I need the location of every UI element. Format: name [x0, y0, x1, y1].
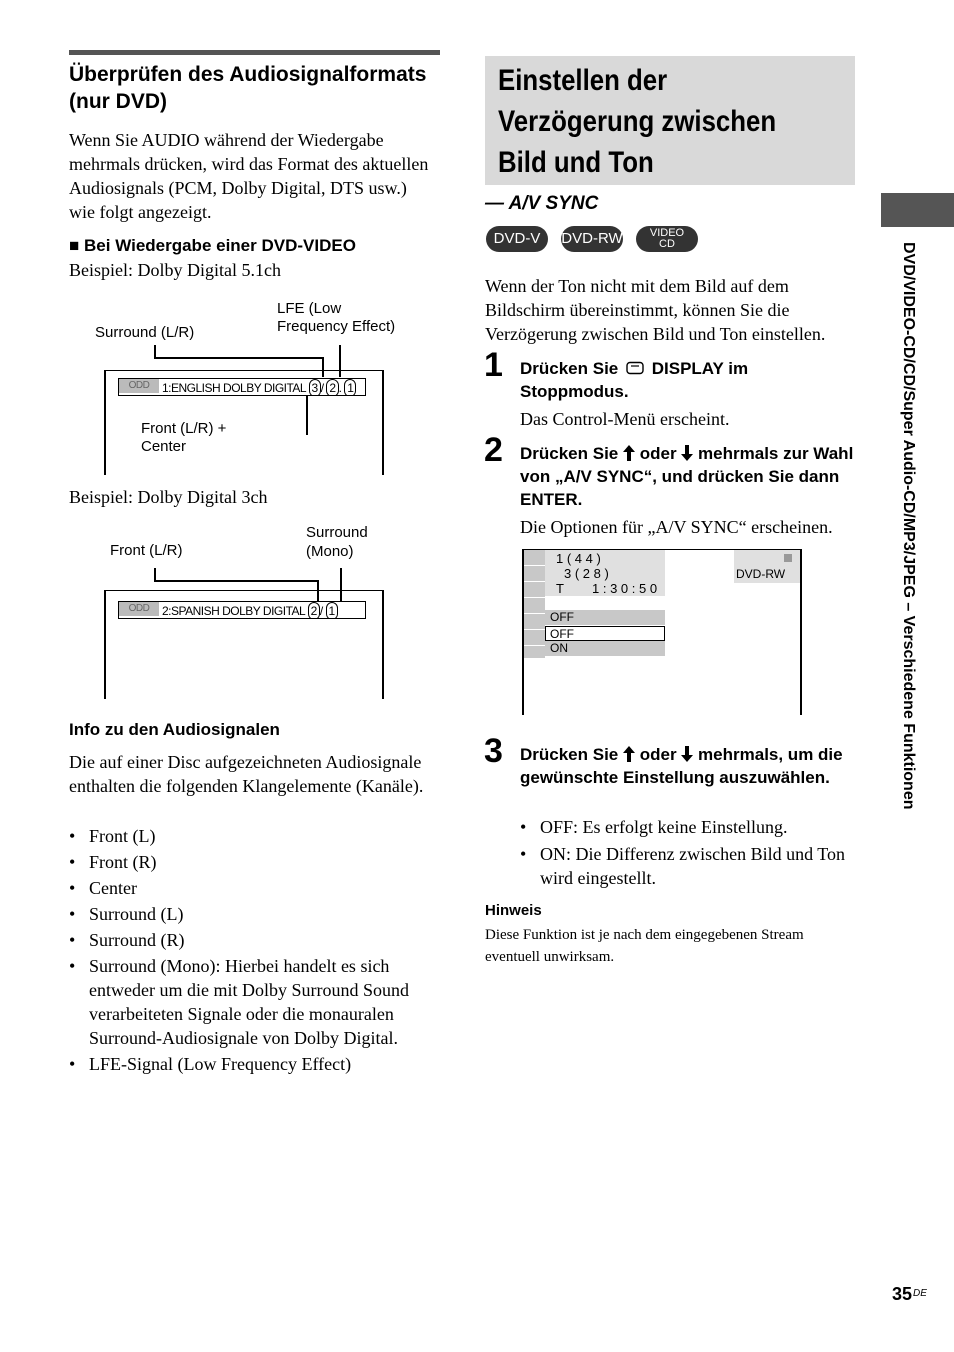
channel-surround: 2: [326, 379, 338, 396]
list-item: • Front (R): [69, 850, 439, 874]
info-heading: Info zu den Audiosignalen: [69, 720, 280, 739]
badge-line: VIDEO: [649, 227, 685, 239]
label-lfe-line1: LFE (Low: [277, 300, 342, 317]
channel-front: 2: [308, 602, 320, 619]
leader-line: [306, 395, 308, 435]
channel-list: [69, 824, 439, 1076]
subtitle: — A/V SYNC: [485, 193, 599, 214]
badge-video-cd: [636, 226, 698, 252]
step-text: mehrmals zur Wahl von „A/V SYNC“, und drücken Sie dann ENTER.: [520, 444, 854, 509]
diagram-3ch: [69, 520, 449, 705]
list-item: • ON: Die Differenz zwischen Bild und Ton wird eingestellt.: [520, 842, 850, 890]
separator: .: [338, 381, 342, 395]
page-title: [498, 60, 808, 183]
separator: /: [320, 381, 324, 395]
screen-border: [800, 549, 802, 715]
step-number: 3: [484, 732, 503, 770]
chapter-sidebar-text: DVD/VIDEO-CD/CD/Super Audio-CD/MP3/JPEG – Verschiedene Funktionen: [900, 242, 917, 810]
step-1-instruction: [520, 357, 855, 403]
step-text: mehrmals, um die gewünschte Einstellung auszuwählen.: [520, 745, 843, 787]
info-paragraph: Die auf einer Disc aufgezeichneten Audiosignale enthalten die folgenden Klangelemente (Kanäle).: [69, 752, 424, 796]
step-3-instruction: [520, 743, 855, 789]
hint-text: Diese Funktion ist je nach dem eingegebenen Stream eventuell unwirksam.: [485, 927, 804, 965]
channel-lfe: 1: [344, 379, 356, 396]
up-arrow-icon: [623, 746, 635, 762]
step-text: Drücken Sie: [520, 745, 619, 764]
time-label: T: [556, 581, 564, 596]
title-line: Einstellen der: [498, 64, 668, 97]
list-item: • Front (L): [69, 824, 439, 848]
square-bullet-icon: ■: [69, 236, 80, 255]
separator: /: [319, 604, 323, 618]
label-surround-line1: Surround: [306, 524, 368, 541]
menu-icon-column: [524, 550, 545, 658]
intro-paragraph: Wenn der Ton nicht mit dem Bild auf dem Bildschirm übereinstimmt, können Sie die Verzögerung zwischen Bild und Ton einstellen.: [485, 276, 826, 344]
time-value: 1 : 3 0 : 5 0: [592, 581, 658, 596]
step-text: oder: [639, 444, 677, 463]
list-item: • Surround (L): [69, 902, 439, 926]
step-text: oder: [639, 745, 677, 764]
disc-type: DVD-RW: [736, 567, 786, 581]
list-item: • Surround (Mono): Hierbei handelt es sich entweder um die mit Dolby Surround Sound verarbeiteten Signale oder die monauralen Surround-Audiosignale von Dolby Digital.: [69, 954, 439, 1050]
osd-bar: [118, 601, 366, 619]
step-number: 2: [484, 431, 503, 469]
disc-icon: ODD: [119, 602, 159, 616]
menu-icon: [524, 630, 545, 646]
step-2-instruction: [520, 442, 855, 511]
menu-icon: [524, 550, 545, 566]
channel-front: 3: [309, 379, 321, 396]
disc-icon: ODD: [119, 379, 159, 393]
menu-icon: [524, 582, 545, 598]
option-off[interactable]: OFF: [545, 626, 665, 641]
label-surround-lr: Surround (L/R): [95, 324, 195, 341]
stop-icon: [784, 554, 792, 562]
down-arrow-icon: [681, 445, 693, 461]
step-text: Drücken Sie: [520, 359, 619, 378]
label-lfe-line2: Frequency Effect): [277, 318, 396, 335]
osd-bar: [118, 378, 366, 396]
list-item: • Center: [69, 876, 439, 900]
down-arrow-icon: [681, 746, 693, 762]
subheading-text: Bei Wiedergabe einer DVD-VIDEO: [84, 236, 356, 255]
chapter-tab: [881, 193, 954, 227]
step-1-result: Das Control-Menü erscheint.: [520, 409, 730, 429]
example-2-label: Beispiel: Dolby Digital 3ch: [69, 487, 268, 507]
example-1-label: Beispiel: Dolby Digital 5.1ch: [69, 260, 281, 280]
section-heading: Überprüfen des Audiosignalformats (nur DVD): [69, 63, 427, 113]
badge-dvd-v: DVD-V: [486, 226, 548, 252]
channel-surround: 1: [326, 602, 338, 619]
list-item: • Surround (R): [69, 928, 439, 952]
label-front-lr: Front (L/R): [110, 542, 183, 559]
osd-text: 1:ENGLISH DOLBY DIGITAL: [162, 381, 306, 395]
title-line: Bild und Ton: [498, 146, 654, 179]
page-language: DE: [913, 1288, 927, 1299]
option-on[interactable]: ON: [545, 641, 665, 656]
label-surround-line2: (Mono): [306, 543, 354, 560]
section-rule: [69, 50, 440, 55]
option-current[interactable]: OFF: [545, 610, 665, 625]
label-front-center-line1: Front (L/R) +: [141, 420, 227, 437]
page-number-value: 35: [892, 1284, 913, 1304]
step-text: DISPLAY im Stoppmodus.: [520, 359, 749, 401]
title-info: 1 ( 4 4 ): [556, 551, 601, 566]
subheading: [69, 235, 439, 257]
diagram-5-1ch: [69, 290, 449, 480]
menu-icon: [524, 566, 545, 582]
badge-dvd-rw: DVD-RW: [561, 226, 623, 252]
osd-text: 2:SPANISH DOLBY DIGITAL: [162, 604, 305, 618]
step-number: 1: [484, 346, 503, 384]
menu-icon: [524, 598, 545, 614]
list-item: • LFE-Signal (Low Frequency Effect): [69, 1052, 439, 1076]
list-item: • OFF: Es erfolgt keine Einstellung.: [520, 815, 850, 839]
title-line: Verzögerung zwischen: [498, 105, 777, 138]
hint-heading: Hinweis: [485, 902, 542, 919]
option-list: [520, 815, 850, 890]
leader-line: [154, 357, 324, 359]
up-arrow-icon: [623, 445, 635, 461]
menu-icon: [524, 614, 545, 630]
label-front-center-line2: Center: [141, 438, 187, 455]
step-2-result: Die Optionen für „A/V SYNC“ erscheinen.: [520, 517, 833, 537]
control-menu-screen: [522, 549, 803, 715]
intro-paragraph: Wenn Sie AUDIO während der Wiedergabe mehrmals drücken, wird das Format des aktuellen Audiosignals (PCM, Dolby Digital, DTS usw.) wie folgt angezeigt.: [69, 130, 429, 222]
badge-line: CD: [659, 238, 675, 250]
step-text: Drücken Sie: [520, 444, 619, 463]
display-button-icon: [626, 361, 644, 375]
chapter-info: 3 ( 2 8 ): [564, 566, 609, 581]
leader-line: [154, 580, 319, 582]
page-number: [892, 1283, 927, 1305]
